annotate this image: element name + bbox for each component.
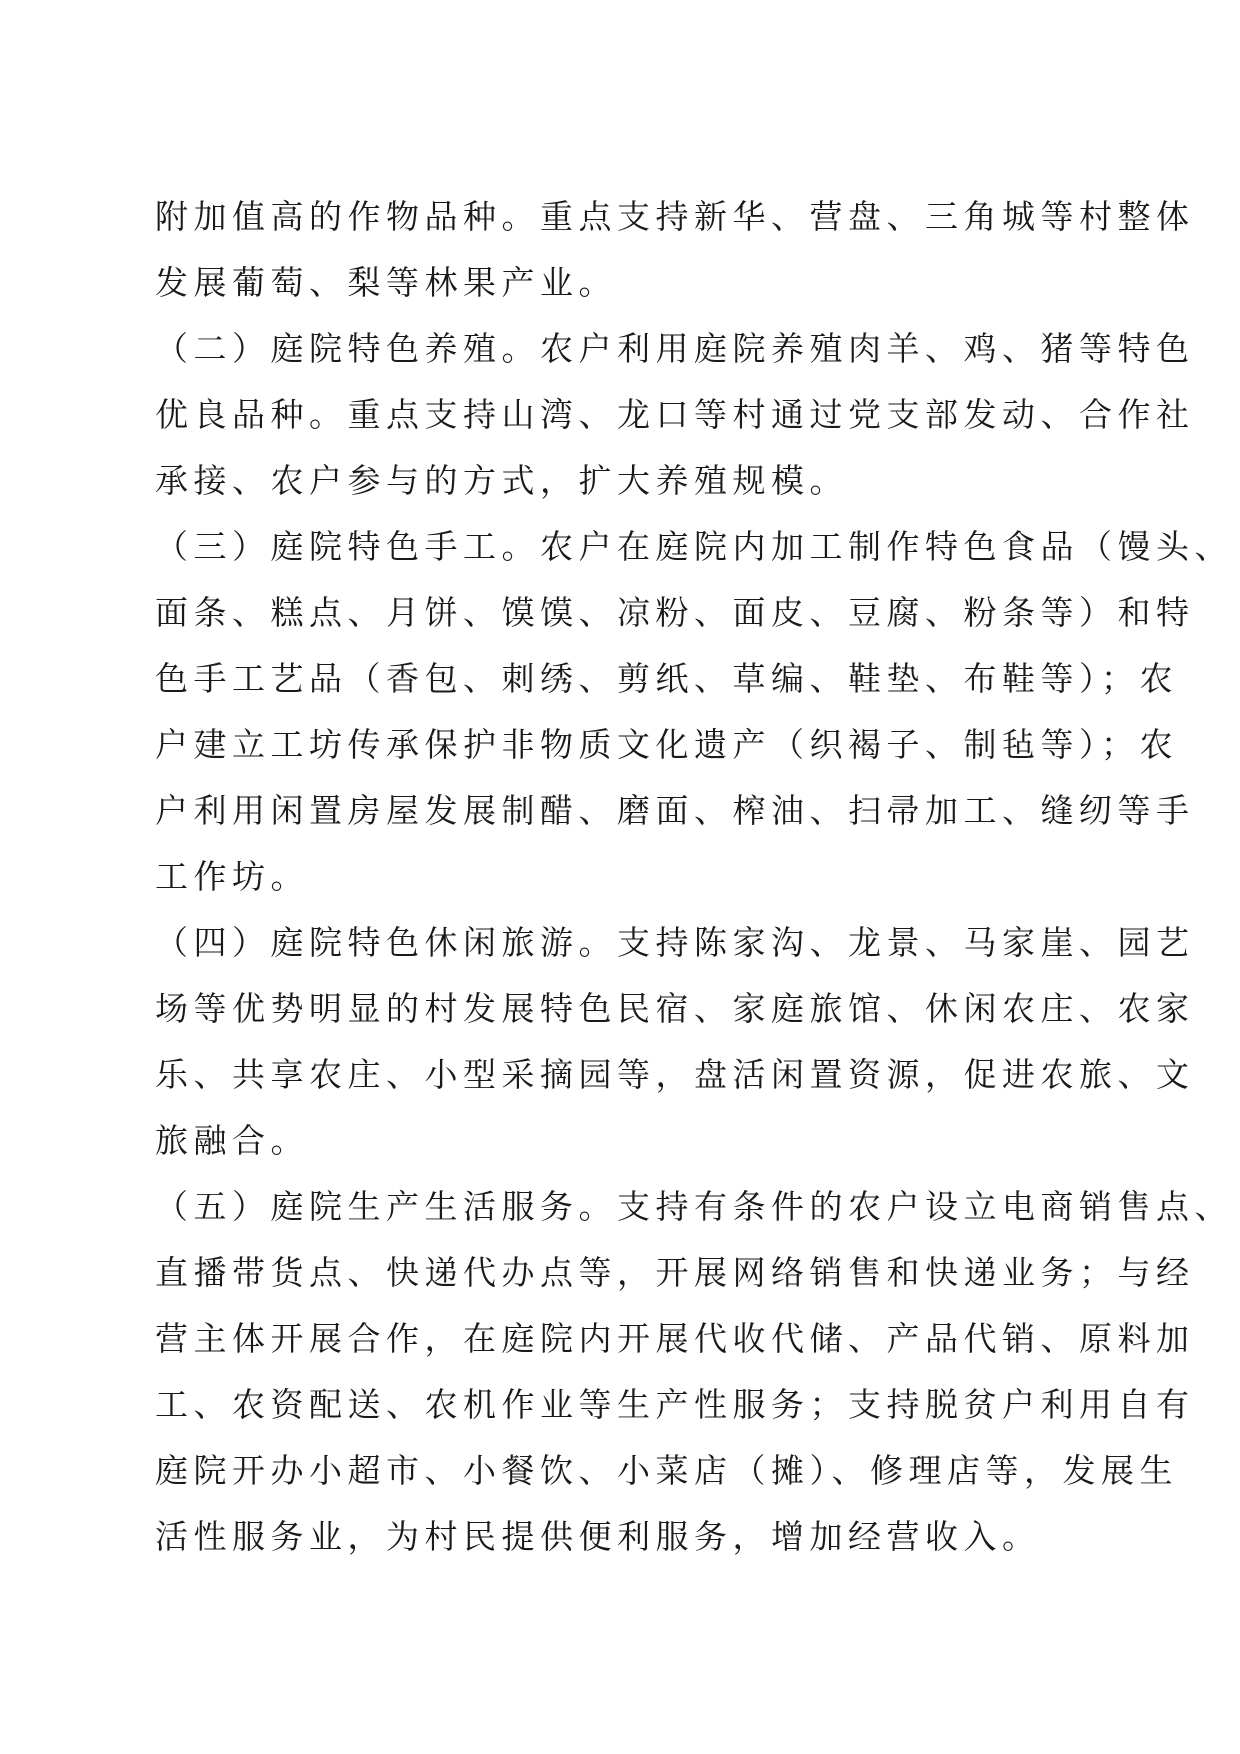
section-3-heading-line: （三）庭院特色手工。农户在庭院内加工制作特色食品（馒头、 [155,527,1233,566]
text-line: 户利用闲置房屋发展制醋、磨面、榨油、扫帚加工、缝纫等手 [155,791,1195,830]
text-line: 承接、农户参与的方式，扩大养殖规模。 [155,461,848,500]
text-line: 活性服务业，为村民提供便利服务，增加经营收入。 [155,1517,1041,1556]
text-line: 发展葡萄、梨等林果产业。 [155,263,617,302]
text-line: 色手工艺品（香包、刺绣、剪纸、草编、鞋垫、布鞋等）；农 [155,659,1178,698]
text-line: 直播带货点、快递代办点等，开展网络销售和快递业务；与经 [155,1253,1195,1292]
text-line: 附加值高的作物品种。重点支持新华、营盘、三角城等村整体 [155,197,1195,236]
text-line: 乐、共享农庄、小型采摘园等，盘活闲置资源，促进农旅、文 [155,1055,1195,1094]
text-line: 工作坊。 [155,857,309,896]
section-4-heading-line: （四）庭院特色休闲旅游。支持陈家沟、龙景、马家崖、园艺 [155,923,1195,962]
text-line: 营主体开展合作，在庭院内开展代收代储、产品代销、原料加 [155,1319,1195,1358]
section-5-heading-line: （五）庭院生产生活服务。支持有条件的农户设立电商销售点、 [155,1187,1233,1226]
section-2-heading-line: （二）庭院特色养殖。农户利用庭院养殖肉羊、鸡、猪等特色 [155,329,1195,368]
text-line: 面条、糕点、月饼、馍馍、凉粉、面皮、豆腐、粉条等）和特 [155,593,1195,632]
text-line: 旅融合。 [155,1121,309,1160]
text-line: 场等优势明显的村发展特色民宿、家庭旅馆、休闲农庄、农家 [155,989,1195,1028]
text-line: 优良品种。重点支持山湾、龙口等村通过党支部发动、合作社 [155,395,1195,434]
text-line: 庭院开办小超市、小餐饮、小菜店（摊）、修理店等，发展生 [155,1451,1178,1490]
text-line: 户建立工坊传承保护非物质文化遗产（织褐子、制毡等）；农 [155,725,1178,764]
text-line: 工、农资配送、农机作业等生产性服务；支持脱贫户利用自有 [155,1385,1195,1424]
document-body [155,184,1233,1570]
